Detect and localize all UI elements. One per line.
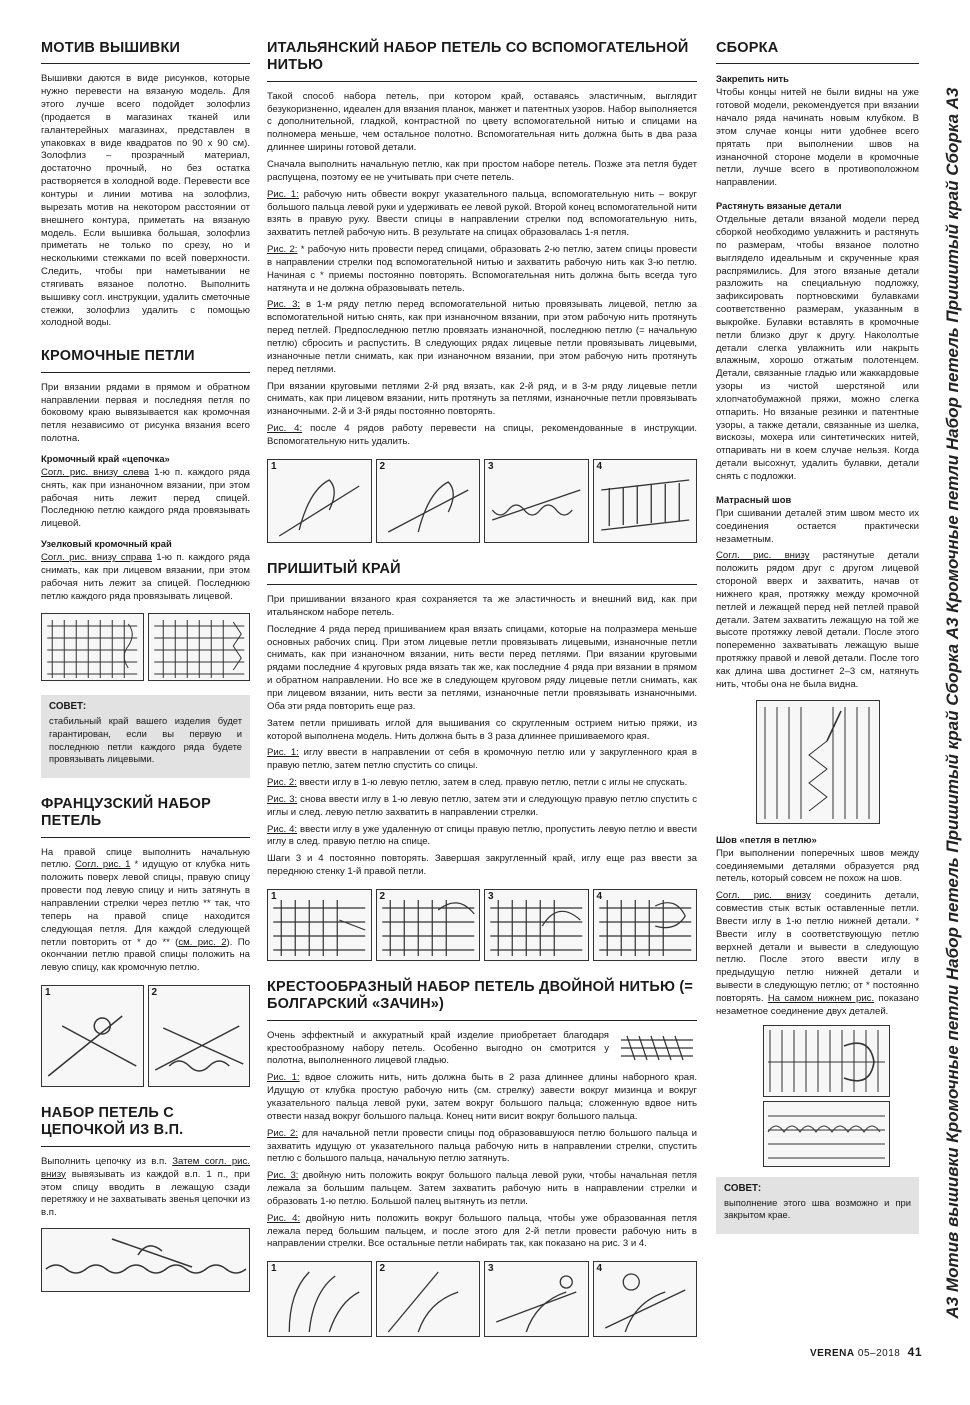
sewn-fig4-text: Рис. 4: ввести иглу в уже удаленную от спицы правую петлю, пропустить левую петлю и ввести иглу в след. правую петлю на спице. [267, 823, 697, 848]
knot-edge-text: Согл. рис. внизу справа 1-ю п. каждого ряда снимать, как при лицевом вязании, при этом рабочая нить лежит за спицей. Последнюю петлю каждого ряда провязывать лицевой. [41, 552, 250, 602]
french-title: ФРАНЦУЗСКИЙ НАБОР ПЕТЕЛЬ [41, 796, 250, 838]
stitches-illustration [485, 460, 588, 542]
needles-illustration [149, 986, 250, 1086]
stitches-illustration [594, 460, 697, 542]
cross-title: КРЕСТООБРАЗНЫЙ НАБОР ПЕТЕЛЬ ДВОЙНОЙ НИТЬЮ (= БОЛГАРСКИЙ «ЗАЧИН») [267, 979, 697, 1021]
french-figure-1: 1 [41, 985, 144, 1087]
fix-thread-title: Закрепить нить [716, 73, 789, 85]
french-text: На правой спице выполнить начальную петлю. Согл. рис. 1 * идущую от клубка нить положить поверх левой спицы, правую спицу провести под левую спицу и нить затянуть в направлении стрелки через петлю ** так, что теперь на правой спице находится следующая петля. Для каждой следующей петли повторить от * до ** (см. рис. 2). По окончании петлю правой спицы положить на левую спицу, как кромочную петлю. [41, 846, 250, 974]
sewn-p3: Затем петли пришивать иглой для вышивания со скругленным острием нитью пряжи, из которой выполнена модель. Нить должна быть в 3 раза длиннее пришиваемого края. [267, 717, 697, 742]
loop-seam-title: Шов «петля в петлю» [716, 833, 817, 845]
cross-intro [267, 1030, 697, 1073]
column-middle [267, 40, 697, 1351]
edge-title: КРОМОЧНЫЕ ПЕТЛИ [41, 348, 250, 372]
french-figures [41, 985, 250, 1087]
stretch-text: Отдельные детали вязаной модели перед сборкой необходимо увлажнить и растянуть по размерам, чтобы вязаное полотно выглядело идеальным и скрученные края распрямились. Для этого вязаные детали разложить на специальную подложку, зафиксировать портновскими булавками соответственно размерам, указанным в выкройке. Булавки вставлять в кромочные петли близко друг к другу. Накололтые детали слегка увлажнить или накрыть влажным, хорошо отжатым полотенцем. Детали, связанные гладью или жаккардовые узоры из чистой шерстяной или хлопчатобумажной пряжи, можно слегка отпарить. Но вязаные резинки и патентные узоры, а также детали, связанные из шелка, вискозы, мохера или синтетических нитей, отпаривать ни в коем случае нельзя. Когда детали высохнут, удалить булавки, детали снять с подложки. [716, 214, 919, 483]
sewn-figure-3: 3 [484, 889, 589, 961]
hand-illustration [485, 1262, 588, 1336]
tip-box-left [41, 695, 250, 777]
sewn-figure-4: 4 [593, 889, 698, 961]
loop-seam-figure-bottom [763, 1101, 890, 1167]
footer-issue: 05–2018 [857, 1348, 901, 1359]
chain-cast-text: Выполнить цепочку из в.п. Затем согл. рис. внизу вывязывать из каждой в.п. 1 п., при этом спицу вводить в лежащую сзади перетяжку и не захватывать звенья цепочки из в.п. [41, 1155, 250, 1219]
hand-illustration [268, 460, 371, 542]
edge-text: При вязании рядами в прямом и обратном направлении первая и последняя петля по боковому краю вывязывается как кромочная петля независимо от рисунка вязания всего полотна. [41, 381, 250, 445]
motif-text: Вышивки даются в виде рисунков, которые нужно перевести на вязаную модель. Для этого лучше всего подойдет золофлиз (продается в магазинах тканей или галантерейных магазинах, представлен в упаковках в виде квадратов по 90 х 90 см). Золофлиз – прозрачный материал, достаточно прочный, но без остатка растворяется в холодной воде. Перевести все контуры и линии мотива на золофлиз, вырезать мотив на некотором расстоянии от внешнего контура, приметать на вязаную модель. Если вышивка большая, золофлиз приметать не только по срезу, но и несколькими стежками по всей поверхности. Следить, чтобы при наметывании не стягивать вязаное полотно. Выполнить вышивку согл. инструкции, удалить сметочные стежки, золофлиз удалить с помощью холодной воды. [41, 73, 250, 329]
edge-knot-figure [148, 613, 251, 681]
motif-title: МОТИВ ВЫШИВКИ [41, 40, 250, 64]
side-banner-text: А3 Мотив вышивки Кромочные петли Набор петель Пришитый край Сборка А3 Кромочные петли Набор петель Пришитый край Сборка А3 [943, 86, 962, 1319]
cross-figure-3: 3 [484, 1261, 589, 1337]
tip-text: стабильный край вашего изделия будет гарантирован, если вы первую и последнюю петли каждого ряда будете провязывать лицевыми. [49, 715, 242, 765]
sewn-fig1-text: Рис. 1: иглу ввести в направлении от себя в кромочную петлю или у закругленного края в правую петлю, затем петлю спустить со спицы. [267, 747, 697, 772]
mattress-figure [756, 700, 880, 824]
chain-cast-figure [41, 1228, 250, 1292]
footer-brand: VERENA [809, 1348, 855, 1359]
cross-fig1-text: Рис. 1: вдвое сложить нить, нить должна быть в 2 раза длиннее длины наборного края. Идущую от клубка простую рабочую нить (см. стрелку) завести вокруг мизинца и вокруг указательного пальца левой руки, затем вокруг большого пальца; сложенную вдвое нить отвести назад вокруг большого пальца. Конец нити висит вокруг большого пальца. [267, 1072, 697, 1122]
assembly-title: СБОРКА [716, 40, 919, 64]
hand-illustration [594, 1262, 697, 1336]
italian-figure-3: 3 [484, 459, 589, 543]
french-figure-2: 2 [148, 985, 251, 1087]
cross-figure-2: 2 [376, 1261, 481, 1337]
sewn-fig2-text: Рис. 2: ввести иглу в 1-ю левую петлю, затем в след. правую петлю, петли с иглы не спускать. [267, 777, 688, 789]
hand-illustration [377, 460, 480, 542]
edge-figures [41, 613, 250, 681]
tip-title: СОВЕТ: [49, 701, 87, 713]
column-right [716, 40, 919, 1246]
stitches-illustration [268, 890, 371, 960]
hand-illustration [268, 1262, 371, 1336]
italian-figure-4: 4 [593, 459, 698, 543]
cross-figure-4: 4 [593, 1261, 698, 1337]
cross-fig2-text: Рис. 2: для начальной петли провести спицы под образовавшуюся петлю большого пальца и захватить идущую от указательного пальца рабочую нить в направлении стрелки, спустить петлю с большого пальца, начальную петлю затянуть. [267, 1127, 698, 1165]
cross-p1: Очень эффектный и аккуратный край изделие приобретает благодаря крестообразному набору петель. Особенно выгодно он смотрится у полотна, выполненного лицевой гладью. [267, 1029, 609, 1067]
italian-fig2-text: Рис. 2: * рабочую нить провести перед спицами, образовать 2-ю петлю, затем спицы провести в направлении стрелки под вспомогательной нитью и захватить рабочую нить как 3-ю петлю. Начиная с * приемы постоянно повторять. Вспомогательная нить должна быть всегда туго натянута и не должна образовывать петель. [267, 244, 698, 294]
italian-p6: При вязании круговыми петлями 2-й ряд вязать, как 2-й ряд, и в 3-м ряду лицевые петли снимать, как при лицевом вязании, нить протянуть за петлями, изнаночные петли провязывать изнаночными. 2-й и 3-й ряды постоянно повторять. [267, 380, 697, 418]
loop-seam-p2: Согл. рис. внизу соединить детали, совместив стык встык оставленные петли. Ввести иглу в 1-ю петлю нижней детали. * Ввести иглу в соответствующую петлю верхней детали и вывести в следующую петлю. После этого ввести иглу в предыдущую петлю нижней детали и вывести в следующую петлю; от * постоянно повторять. На самом нижнем рис. показано незаметное соединение двух деталей. [716, 890, 919, 1017]
chain-edge-text: Согл. рис. внизу слева 1-ю п. каждого ряда снять, как при изнаночном вязании, при этом рабочая нить лежит перед спицей. Последнюю петлю каждого ряда провязывать лицевой. [41, 466, 250, 530]
italian-p2: Сначала выполнить начальную петлю, как при простом наборе петель. Позже эта петля будет распущена, поэтому ее не учитывать при счете петель. [267, 159, 697, 183]
italian-figure-1: 1 [267, 459, 372, 543]
fix-thread-text: Чтобы концы нитей не были видны на уже готовой модели, рекомендуется при вязании начало ряда начинать новым клубком. В этом случае концы нити удобнее всего прятать при выполнении швов на изнаночной стороне модели в кромочные петли, лучше всего в противоположном направлении. [716, 87, 919, 189]
page-footer [810, 1345, 922, 1359]
italian-fig3-text: Рис. 3: в 1-м ряду петлю перед вспомогательной нитью провязывать лицевой, петлю за вспомогательной нитью снять, как при изнаночном вязании, при этом рабочую нить протянуть перед петлей. Предпоследнюю петлю провязать изнаночной, последнюю петлю (= начальную петлю) сбросить и распустить. В следующих рядах лицевые петли провязывать лицевыми, изнаночные петли снимать, как при изнаночном вязании, при этом рабочую нить протянуть перед петлями. [267, 299, 697, 375]
tip-text: выполнение этого шва возможно и при закрытом крае. [724, 1196, 911, 1221]
sewn-fig3-text: Рис. 3: снова ввести иглу в 1-ю левую петлю, затем эти и следующую правую петлю спустить с иглы и след. левую петлю захватить в направлении стрелки. [267, 793, 698, 818]
sewn-figures [267, 889, 697, 961]
sewn-figure-2: 2 [376, 889, 481, 961]
italian-fig1-text: Рис. 1: рабочую нить обвести вокруг указательного пальца, вспомогательную нить – вокруг большого пальца левой руки и удерживать ее левой рукой. Второй конец вспомогательной нити взять в правую руку. Ввести спицы в направлении стрелки под вспомогательную нить, захватить петлей рабочую нить. В результате на спицах образовалась 1-я петля. [267, 188, 697, 239]
side-banner [936, 0, 970, 1405]
sewn-p2: Последние 4 ряда перед пришиванием края вязать спицами, которые на полразмера меньше основных рабочих спиц. При этом лицевые петли провязывать лицевыми, изнаночные петли снимать, как при изнаночном вязании, нить вести перед петлями. При вязании круговыми рядами последние 4 круговых ряда вязать так же, как последние 4 ряда при вязании в прямом и обратном направлении. Но все же в следующем круговом ряду лицевые петли снимать, как при лицевом вязании, нить вести за петлями, изнаночные петли провязывать изнаночными. Оба эти ряда повторить еще раз. [267, 623, 697, 712]
sewn-figure-1: 1 [267, 889, 372, 961]
loop-seam-figure-top [763, 1025, 890, 1097]
cross-fig4-text: Рис. 4: двойную нить положить вокруг большого пальца, чтобы уже образованная петля лежала перед большим пальцем, и после этого для 2-й петли провести рабочую нить в направлении стрелки. Все остальные петли набирать так, как показано на рис. 3 и 4. [267, 1212, 697, 1250]
sewn-title: ПРИШИТЫЙ КРАЙ [267, 561, 697, 585]
tip-box-right [716, 1177, 919, 1234]
mattress-p2: Согл. рис. внизу растянутые детали положить рядом друг с другом лицевой стороной вверх и захватить, начав от нижнего края, протяжку между кромочной петлей и лежащей перед ней петлей правой детали. Затем захватить лежащую на той же высоте протяжку левой детали. После этого попеременно захватывать лежащую выше протяжку правой и левой детали. После того как длина шва достигнет 2–3 см, натянуть нить, чтобы она не была видна. [716, 550, 919, 690]
italian-figures [267, 459, 697, 543]
italian-p1: Такой способ набора петель, при котором край, оставаясь эластичным, выглядит безукоризненно, идеален для вязания планок, манжет и патентных узоров. Набор выполняется с дополнительной, гладкой, контрастной по цвету вспомогательной нитью и спицами на полномера меньше, чем остальное полотно. Вспомогательная нить должна быть в два раза длиннее ширины готовой детали. [267, 90, 697, 154]
chain-cast-title: НАБОР ПЕТЕЛЬ С ЦЕПОЧКОЙ ИЗ В.П. [41, 1105, 250, 1147]
cross-fig3-text: Рис. 3: двойную нить положить вокруг большого пальца левой руки, чтобы начальная петля лежала за большим пальцем. Затем захватить рабочую нить в направлении стрелки и образовать 1-ю петлю. Большой палец вытянуть из петли. [267, 1170, 698, 1207]
edge-chain-figure [41, 613, 144, 681]
column-left [41, 40, 250, 1300]
italian-title: ИТАЛЬЯНСКИЙ НАБОР ПЕТЕЛЬ СО ВСПОМОГАТЕЛЬНОЙ НИТЬЮ [267, 40, 697, 82]
cross-figures [267, 1261, 697, 1337]
stretch-title: Растянуть вязаные детали [716, 200, 842, 212]
cross-edge-figure [617, 1030, 697, 1066]
needles-illustration [42, 986, 143, 1086]
sewn-p1: При пришивании вязаного края сохраняется та же эластичность и внешний вид, как при итальянском наборе петель. [267, 594, 697, 618]
mattress-p1: При сшивании деталей этим швом место их соединения остается практически незаметным. [716, 507, 919, 545]
tip-title: СОВЕТ: [724, 1182, 762, 1194]
cross-figure-1: 1 [267, 1261, 372, 1337]
italian-figure-2: 2 [376, 459, 481, 543]
mattress-title: Матрасный шов [716, 493, 792, 505]
chain-edge-title: Кромочный край «цепочка» [41, 452, 170, 464]
loop-seam-p1: При выполнении поперечных швов между соединяемыми деталями образуется ряд петель, который совсем не похож на шов. [716, 847, 919, 885]
stitches-illustration [594, 890, 697, 960]
page-number: 41 [907, 1345, 922, 1359]
knot-edge-title: Узелковый кромочный край [41, 538, 172, 550]
italian-fig4-text: Рис. 4: после 4 рядов работу перевести на спицы, рекомендованные в инструкции. Вспомогательную нить удалить. [267, 423, 697, 447]
hand-illustration [377, 1262, 480, 1336]
sewn-p8: Шаги 3 и 4 постоянно повторять. Завершая закругленный край, иглу еще раз ввести за переднюю стенку 1-й правой петли. [267, 853, 697, 878]
stitches-illustration [377, 890, 480, 960]
stitches-illustration [485, 890, 588, 960]
